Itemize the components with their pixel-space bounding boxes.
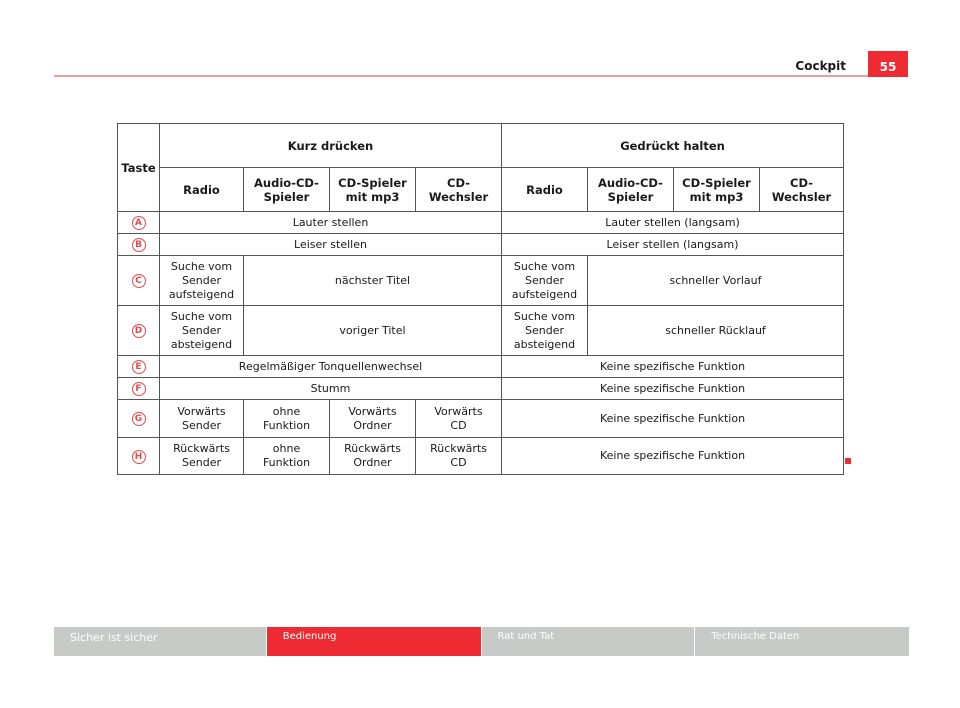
table-row xyxy=(118,356,844,378)
short-press-cell: Leiser stellen xyxy=(160,234,502,256)
col-header: CD-Wechsler xyxy=(760,168,844,212)
short-press-cell: Rückwärts CD xyxy=(416,438,502,475)
table-row xyxy=(118,212,844,234)
group-header-long: Gedrückt halten xyxy=(502,124,844,168)
long-press-cell: schneller Rücklauf xyxy=(588,306,844,356)
long-press-cell: Keine spezifische Funktion xyxy=(502,438,844,475)
page-number: 55 xyxy=(868,51,908,77)
long-press-cell: Keine spezifische Funktion xyxy=(502,400,844,438)
col-header: CD-Spieler mit mp3 xyxy=(330,168,416,212)
key-badge: B xyxy=(132,238,146,252)
col-header: Audio-CD- Spieler xyxy=(244,168,330,212)
short-press-cell: Vorwärts CD xyxy=(416,400,502,438)
long-press-radio-cell: Suche vom Sender aufsteigend xyxy=(502,256,588,306)
key-column-header: Taste xyxy=(118,124,160,212)
short-press-cell: Rückwärts Ordner xyxy=(330,438,416,475)
footer-tab-operation[interactable]: Bedienung xyxy=(267,627,481,656)
key-cell xyxy=(118,356,160,378)
long-press-radio-cell: Suche vom Sender absteigend xyxy=(502,306,588,356)
key-badge: H xyxy=(132,450,146,464)
short-press-radio-cell: Suche vom Sender absteigend xyxy=(160,306,244,356)
key-badge: F xyxy=(132,382,146,396)
short-press-cell: Vorwärts Sender xyxy=(160,400,244,438)
col-header: CD-Wechsler xyxy=(416,168,502,212)
long-press-cell: schneller Vorlauf xyxy=(588,256,844,306)
table-row xyxy=(118,306,844,356)
group-header-short: Kurz drücken xyxy=(160,124,502,168)
key-cell xyxy=(118,438,160,475)
key-cell xyxy=(118,212,160,234)
header-rule xyxy=(54,75,908,77)
key-badge: D xyxy=(132,324,146,338)
table-row xyxy=(118,378,844,400)
key-badge: C xyxy=(132,274,146,288)
col-header: Audio-CD- Spieler xyxy=(588,168,674,212)
footer-tabs xyxy=(54,627,909,656)
long-press-cell: Keine spezifische Funktion xyxy=(502,378,844,400)
key-cell xyxy=(118,400,160,438)
col-header: Radio xyxy=(502,168,588,212)
short-press-cell: ohne Funktion xyxy=(244,400,330,438)
table-header-row xyxy=(118,124,844,168)
long-press-cell: Lauter stellen (langsam) xyxy=(502,212,844,234)
table-row xyxy=(118,400,844,438)
short-press-radio-cell: Suche vom Sender aufsteigend xyxy=(160,256,244,306)
table-row xyxy=(118,234,844,256)
short-press-cell: Stumm xyxy=(160,378,502,400)
footer-tab-safety[interactable]: Sicher ist sicher xyxy=(54,627,266,656)
col-header: Radio xyxy=(160,168,244,212)
short-press-cell: Rückwärts Sender xyxy=(160,438,244,475)
button-function-table xyxy=(117,123,844,475)
short-press-cell: ohne Funktion xyxy=(244,438,330,475)
short-press-cell: voriger Titel xyxy=(244,306,502,356)
short-press-cell: nächster Titel xyxy=(244,256,502,306)
key-cell xyxy=(118,234,160,256)
key-cell xyxy=(118,378,160,400)
long-press-cell: Keine spezifische Funktion xyxy=(502,356,844,378)
short-press-cell: Regelmäßiger Tonquellenwechsel xyxy=(160,356,502,378)
footer-tab-tips[interactable]: Rat und Tat xyxy=(482,627,695,656)
col-header: CD-Spieler mit mp3 xyxy=(674,168,760,212)
key-cell xyxy=(118,306,160,356)
short-press-cell: Vorwärts Ordner xyxy=(330,400,416,438)
table-row xyxy=(118,256,844,306)
key-badge: E xyxy=(132,360,146,374)
key-badge: G xyxy=(132,412,146,426)
end-of-section-marker xyxy=(845,458,851,464)
key-cell xyxy=(118,256,160,306)
section-title: Cockpit xyxy=(795,59,846,73)
table-row xyxy=(118,438,844,475)
short-press-cell: Lauter stellen xyxy=(160,212,502,234)
key-badge: A xyxy=(132,216,146,230)
table-subheader-row xyxy=(118,168,844,212)
footer-tab-tech-data[interactable]: Technische Daten xyxy=(695,627,909,656)
long-press-cell: Leiser stellen (langsam) xyxy=(502,234,844,256)
